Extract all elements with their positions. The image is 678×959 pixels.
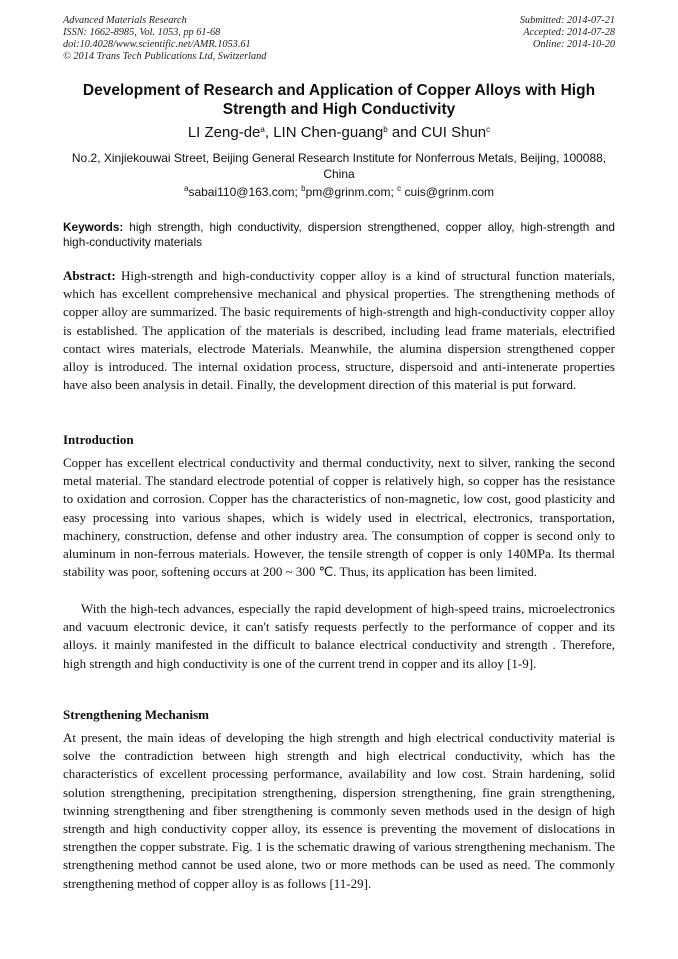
introduction-paragraph-2: With the high-tech advances, especially the rapid development of high-speed trains, microelectronics and vacuum electronic device, it can't satisfy requests perfectly to the performance of copper and its alloys. it mainly manifested in the difficult to balance electrical conductivity and strength . Therefore, high strength and high conductivity is one of the current trend in copper and its alloy [1-9].	[63, 601, 615, 671]
accepted-date: Accepted: 2014-07-28	[523, 27, 615, 38]
keywords-block	[63, 220, 615, 250]
affiliation: No.2, Xinjiekouwai Street, Beijing General Research Institute for Nonferrous Metals, Beijing, 100088, China	[71, 151, 607, 181]
journal-header-left	[63, 15, 266, 63]
doi-line[interactable]: doi:10.4028/www.scientific.net/AMR.1053.61	[63, 39, 251, 50]
online-date: Online: 2014-10-20	[532, 39, 615, 50]
email-3[interactable]: cuis@grinm.com	[401, 185, 494, 199]
abstract-label: Abstract:	[63, 268, 116, 283]
email-2-mark: b	[301, 184, 306, 193]
email-1-mark: a	[183, 184, 189, 193]
introduction-paragraph-1: Copper has excellent electrical conductivity and thermal conductivity, next to silver, ranking the second metal material. The standard electrode potential of copper is relatively high, so copper has the resistance to oxidation and corrosion. Copper has the characteristics of non-magnetic, low cost, good plasticity and easy processing into various shapes, which is widely used in electrical, electronics, transportation, machinery, construction, defense and other industry area. The consumption of copper is second only to aluminum in non-ferrous materials. However, the tensile strength of copper is only 140MPa. Its thermal stability was poor, softening occurs at 200 ~ 300 ℃. Thus, its application has been limited.	[63, 455, 615, 580]
email-1[interactable]: sabai110@163.com;	[188, 185, 302, 199]
copyright-line: © 2014 Trans Tech Publications Ltd, Switzerland	[63, 51, 267, 62]
abstract-text: High-strength and high-conductivity copper alloy is a kind of structural function materials, which has excellent comprehensive mechanical and physical properties. The strengthening methods of copper alloy are summarized. The basic requirements of high-strength and high-conductivity copper alloy is established. The application of the materials is described, including lead frame materials, electrified contact wires materials, electrode Materials. Meanwhile, the alumina dispersion strengthened copper alloy is introduced. The internal oxidation process, structure, dispersoid and anti-intenerate properties have also been analysis in detail. Finally, the development direction of this material is put forward.	[63, 268, 615, 393]
strengthening-paragraph-1: At present, the main ideas of developing the high strength and high electrical conductivity material is solve the contradiction between high strength and high electrical conductivity, which has the characteristics of excellent processing performance, availability and low cost. Strain hardening, solid solution strengthening, precipitation strengthening, dispersion strengthening, fine grain strengthening, twinning strengthening and fiber strengthening is commonly seven methods used in the design of high strength and high conductivity copper alloy, its essence is preventing the movement of dislocations in strengthen the copper substrate. Fig. 1 is the schematic drawing of various strengthening mechanism. The strengthening method cannot be used alone, two or more methods can be used as need. The commonly strengthening method of copper alloy is as follows [11-29].	[63, 730, 615, 891]
submitted-date: Submitted: 2014-07-21	[519, 15, 615, 26]
email-3-mark: c	[397, 184, 402, 193]
author-1: LI Zeng-de	[187, 124, 261, 141]
email-2[interactable]: pm@grinm.com;	[305, 185, 398, 199]
author-separator: and	[387, 124, 422, 141]
introduction-heading: Introduction	[63, 432, 134, 447]
author-3: CUI Shun	[421, 124, 487, 141]
journal-header-right	[520, 15, 615, 51]
keywords-text: high strength, high conductivity, dispersion strengthened, copper alloy, high-strength and high-conductivity materials	[63, 220, 615, 249]
author-2: LIN Chen-guang	[273, 124, 384, 141]
author-line	[63, 124, 615, 142]
keywords-label: Keywords:	[63, 220, 124, 234]
author-2-affil-mark: b	[383, 125, 388, 134]
strengthening-heading: Strengthening Mechanism	[63, 707, 210, 722]
author-separator: ,	[264, 124, 274, 141]
abstract-block	[63, 267, 615, 394]
journal-name: Advanced Materials Research	[63, 15, 187, 26]
issn-line: ISSN: 1662-8985, Vol. 1053, pp 61-68	[63, 27, 221, 38]
author-1-affil-mark: a	[260, 125, 265, 134]
paper-title: Development of Research and Application of Copper Alloys with High Strength and High Conductivity	[82, 82, 596, 118]
email-line	[63, 184, 615, 200]
author-3-affil-mark: c	[486, 125, 491, 134]
